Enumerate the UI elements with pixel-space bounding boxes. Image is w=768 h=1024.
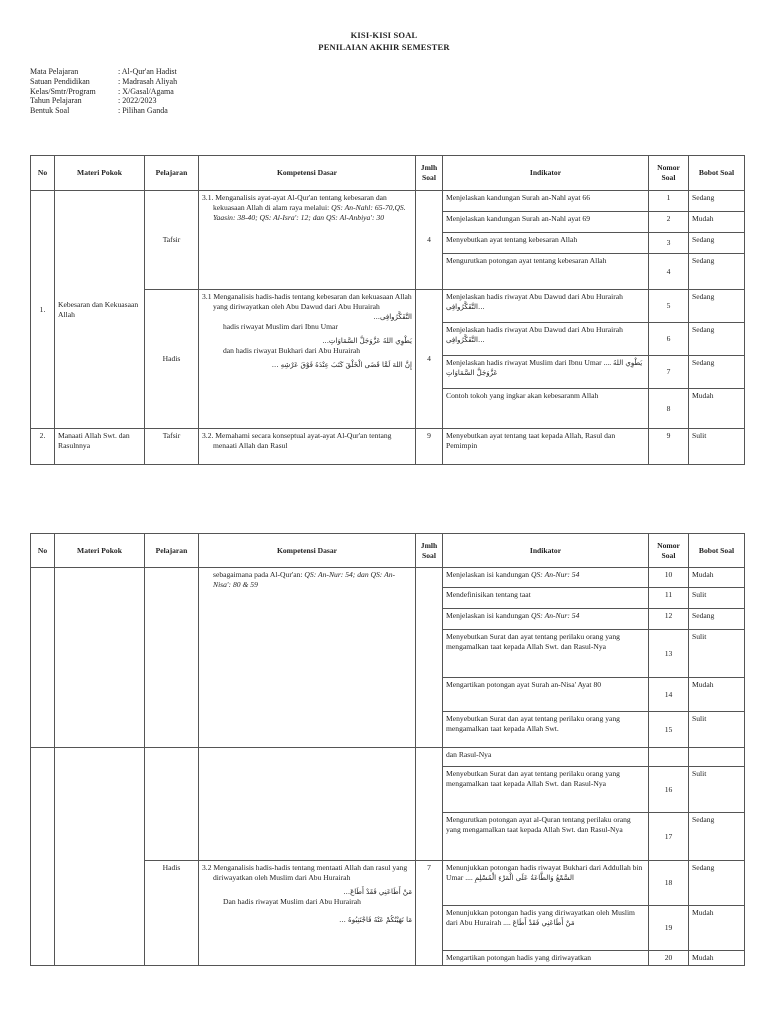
- kd-text: 3.1. Menganalisis ayat-ayat Al-Qur'an tentang kebesaran dan kekuasaan Allah di alam raya melalui:: [202, 193, 387, 212]
- nomor-soal: 11: [649, 588, 689, 609]
- bobot-soal: Sulit: [689, 630, 745, 678]
- jml-soal: [416, 748, 443, 861]
- meta-label: Tahun Pelajaran: [30, 96, 82, 106]
- materi-pokok: [55, 568, 145, 748]
- bobot-soal: Sedang: [689, 861, 745, 906]
- indikator-reference: QS: An-Nur: 54: [531, 611, 580, 620]
- kd-cell: [199, 748, 416, 861]
- bobot-soal: Sedang: [689, 254, 745, 290]
- jml-soal: 4: [416, 191, 443, 290]
- row-no: 2.: [31, 429, 55, 465]
- indikator-cell: Menyebutkan Surat dan ayat tentang perilaku orang yang mengamalkan taat kepada Allah Swt. dan Rasul-Nya: [443, 767, 649, 813]
- indikator-arabic: مَنْ أَطَاعَنِي فَقَدْ أَطَاعَ: [512, 919, 575, 927]
- pelajaran-cell: Tafsir: [145, 429, 199, 465]
- kd-text: Dan hadis riwayat Muslim dari Abu Hurairah: [223, 897, 361, 906]
- bobot-soal: Mudah: [689, 678, 745, 712]
- indikator-arabic: السَّمْعُ وَالطَّاعَةُ عَلَى الْمَرْءِ الْمُسْلِمِ: [474, 874, 574, 882]
- nomor-soal: 17: [649, 813, 689, 861]
- indikator-text: Menjelaskan isi kandungan: [446, 611, 530, 620]
- nomor-soal: 15: [649, 712, 689, 748]
- indikator-cell: [443, 323, 649, 356]
- indikator-cell: [443, 861, 649, 906]
- kd-arabic: يَطْوِي اللهُ عَزَّوَجَلَّ السَّمَاوَاتِ...: [322, 337, 412, 345]
- kd-cell: 3.2. Memahami secara konseptual ayat-ayat Al-Qur'an tentang menaati Allah dan Rasul: [199, 429, 416, 465]
- nomor-soal: 16: [649, 767, 689, 813]
- pelajaran-cell: [145, 568, 199, 748]
- indikator-text: Menunjukkan potongan hadis riwayat Bukhari dari Addullah bin Umar ....: [446, 863, 643, 882]
- bobot-soal: Mudah: [689, 951, 745, 966]
- bobot-soal: Sedang: [689, 609, 745, 630]
- meta-label: Mata Pelajaran: [30, 67, 79, 76]
- bobot-soal: Sedang: [689, 233, 745, 254]
- kd-arabic: إِنَّ اللهَ لَمَّا قَضَى الْخَلْقَ كَتَبَ عِنْدَهُ فَوْقَ عَرْشِهِ ...: [271, 361, 412, 369]
- nomor-soal: 9: [649, 429, 689, 465]
- indikator-cell: Menyebutkan Surat dan ayat tentang perilaku orang yang mengamalkan taat kepada Allah Swt. dan Rasul-Nya: [443, 630, 649, 678]
- bobot-soal: [689, 748, 745, 767]
- col-header-no: No: [31, 156, 55, 191]
- indikator-reference: QS: An-Nur: 54: [531, 570, 580, 579]
- row-no: [31, 748, 55, 966]
- meta-value: : 2022/2023: [118, 96, 157, 106]
- col-header-materi: Materi Pokok: [55, 534, 145, 568]
- meta-value: : Madrasah Aliyah: [118, 76, 178, 86]
- indikator-cell: Menyebutkan Surat dan ayat tentang perilaku orang yang mengamalkan taat kepada Allah Swt.: [443, 712, 649, 748]
- bobot-soal: Sedang: [689, 290, 745, 323]
- meta-label: Kelas/Smtr/Program: [30, 86, 96, 96]
- materi-pokok: [55, 748, 145, 966]
- bobot-soal: Mudah: [689, 906, 745, 951]
- col-header-jml: Jmlh Soal: [416, 534, 443, 568]
- bobot-soal: Sedang: [689, 191, 745, 212]
- nomor-soal: 5: [649, 290, 689, 323]
- kd-arabic: التَّفَكَّرُوافِى...: [373, 313, 412, 321]
- nomor-soal: [649, 748, 689, 767]
- meta-row: [30, 87, 177, 97]
- kd-arabic: مَا نَهَيْتُكُمْ عَنْهُ فَاجْتَنِبُوهُ ...: [339, 916, 412, 924]
- meta-label: Bentuk Soal: [30, 106, 70, 116]
- bobot-soal: Sedang: [689, 813, 745, 861]
- table-row: [31, 748, 745, 767]
- indikator-cell: [443, 906, 649, 951]
- col-header-pelajaran: Pelajaran: [145, 156, 199, 191]
- col-header-bobot: Bobot Soal: [689, 156, 745, 191]
- nomor-soal: 14: [649, 678, 689, 712]
- jml-soal: 9: [416, 429, 443, 465]
- indikator-text: Menunjukkan potongan hadis yang diriwayatkan oleh Muslim dari Abu Hurairah ....: [446, 908, 635, 927]
- pelajaran-cell: [145, 748, 199, 861]
- indikator-cell: dan Rasul-Nya: [443, 748, 649, 767]
- kd-cell: [199, 861, 416, 966]
- nomor-soal: 6: [649, 323, 689, 356]
- indikator-cell: Mengurutkan potongan ayat tentang kebesaran Allah: [443, 254, 649, 290]
- col-header-kd: Kompetensi Dasar: [199, 534, 416, 568]
- nomor-soal: 12: [649, 609, 689, 630]
- kd-text: hadis riwayat Muslim dari Ibnu Umar: [223, 322, 338, 331]
- indikator-text: Menjelaskan isi kandungan: [446, 570, 530, 579]
- indikator-text: Menjelaskan hadis riwayat Abu Dawud dari Abu Hurairah: [446, 325, 623, 334]
- jml-soal: 4: [416, 290, 443, 429]
- col-header-bobot: Bobot Soal: [689, 534, 745, 568]
- nomor-soal: 8: [649, 389, 689, 429]
- nomor-soal: 13: [649, 630, 689, 678]
- col-header-indikator: Indikator: [443, 534, 649, 568]
- kisi-kisi-table-1: [30, 155, 745, 465]
- nomor-soal: 19: [649, 906, 689, 951]
- bobot-soal: Sulit: [689, 712, 745, 748]
- indikator-cell: [443, 356, 649, 389]
- meta-row: [30, 77, 177, 87]
- row-no: [31, 568, 55, 748]
- kd-cell: [199, 290, 416, 429]
- nomor-soal: 10: [649, 568, 689, 588]
- table-row: [31, 568, 745, 588]
- col-header-nomor: Nomor Soal: [649, 534, 689, 568]
- indikator-cell: Menjelaskan kandungan Surah an-Nahl ayat 66: [443, 191, 649, 212]
- kd-reference: QS: An-Nur: 54; dan QS: An-Nisa': 80 & 59: [213, 570, 396, 589]
- meta-row: [30, 96, 177, 106]
- meta-value: : Al-Qur'an Hadist: [118, 67, 177, 76]
- table-row: [31, 429, 745, 465]
- indikator-text: Menjelaskan hadis riwayat Muslim dari Ibnu Umar ....: [446, 358, 612, 367]
- col-header-kd: Kompetensi Dasar: [199, 156, 416, 191]
- kd-text: dan hadis riwayat Bukhari dari Abu Hurairah: [223, 346, 361, 355]
- indikator-cell: [443, 568, 649, 588]
- bobot-soal: Sulit: [689, 429, 745, 465]
- bobot-soal: Mudah: [689, 389, 745, 429]
- kd-text: 3.2 Menganalisis hadis-hadis tentang mentaati Allah dan rasul yang diriwayatkan oleh Muslim dari Abu Hurairah: [202, 863, 408, 882]
- indikator-cell: [443, 290, 649, 323]
- document-meta: [30, 67, 177, 116]
- nomor-soal: 2: [649, 212, 689, 233]
- document-subtitle: PENILAIAN AKHIR SEMESTER: [318, 42, 450, 52]
- indikator-cell: Mendefinisikan tentang taat: [443, 588, 649, 609]
- indikator-cell: Mengurutkan potongan ayat al-Quran tentang perilaku orang yang mengamalkan taat kepada Allah Swt. dan Rasul-Nya: [443, 813, 649, 861]
- indikator-cell: Mengartikan potongan ayat Surah an-Nisa' Ayat 80: [443, 678, 649, 712]
- col-header-nomor: Nomor Soal: [649, 156, 689, 191]
- bobot-soal: Mudah: [689, 568, 745, 588]
- bobot-soal: Sulit: [689, 588, 745, 609]
- document-title: KISI-KISI SOAL: [350, 30, 418, 40]
- meta-value: : Pilihan Ganda: [118, 106, 168, 116]
- pelajaran-cell: Hadis: [145, 290, 199, 429]
- indikator-cell: Contoh tokoh yang ingkar akan kebesaranm Allah: [443, 389, 649, 429]
- indikator-arabic: التَّفَكَّرُوافِى...: [446, 336, 485, 344]
- table-header-row: [31, 156, 745, 191]
- bobot-soal: Sedang: [689, 323, 745, 356]
- jml-soal: [416, 568, 443, 748]
- kisi-kisi-table-2: [30, 533, 745, 966]
- table-row: [31, 191, 745, 212]
- indikator-text: Menjelaskan hadis riwayat Abu Dawud dari Abu Hurairah: [446, 292, 623, 301]
- col-header-pelajaran: Pelajaran: [145, 534, 199, 568]
- indikator-cell: Menjelaskan kandungan Surah an-Nahl ayat 69: [443, 212, 649, 233]
- table-header-row: [31, 534, 745, 568]
- kd-reference: QS: An-Nahl: 65-70,QS. Yaasin: 38-40; QS: Al-Isra': 12; dan QS: Al-Anbiya': 30: [213, 203, 406, 222]
- indikator-arabic: التَّفَكَّرُوافِى...: [446, 303, 485, 311]
- kd-text: sebagaimana pada Al-Qur'an:: [213, 570, 303, 579]
- meta-row: [30, 67, 177, 77]
- bobot-soal: Mudah: [689, 212, 745, 233]
- pelajaran-cell: Hadis: [145, 861, 199, 966]
- indikator-cell: Menyebutkan ayat tentang kebesaran Allah: [443, 233, 649, 254]
- nomor-soal: 1: [649, 191, 689, 212]
- col-header-jml: Jmlh Soal: [416, 156, 443, 191]
- indikator-cell: Menyebutkan ayat tentang taat kepada Allah, Rasul dan Pemimpin: [443, 429, 649, 465]
- col-header-no: No: [31, 534, 55, 568]
- pelajaran-cell: Tafsir: [145, 191, 199, 290]
- materi-pokok: Manaati Allah Swt. dan Rasulnnya: [55, 429, 145, 465]
- materi-pokok: Kebesaran dan Kekuasaan Allah: [55, 191, 145, 429]
- nomor-soal: 4: [649, 254, 689, 290]
- nomor-soal: 20: [649, 951, 689, 966]
- kd-arabic: مَنْ أَطَاعَنِي فَقَدْ أَطَاعَ...: [343, 888, 412, 896]
- meta-value: : X/Gasal/Agama: [118, 86, 174, 96]
- bobot-soal: Sedang: [689, 356, 745, 389]
- indikator-arabic: يَطْوِي اللهُ عَزَّوَجَلَّ السَّمَاوَاتِ: [446, 359, 643, 377]
- meta-label: Satuan Pendidikan: [30, 76, 90, 86]
- col-header-materi: Materi Pokok: [55, 156, 145, 191]
- indikator-cell: [443, 609, 649, 630]
- kd-text: 3.1 Menganalisis hadis-hadis tentang kebesaran dan kekuasaan Allah yang diriwayatkan oleh Abu Dawud dari Abu Hurairah: [202, 292, 412, 311]
- nomor-soal: 18: [649, 861, 689, 906]
- kd-cell: [199, 191, 416, 290]
- jml-soal: 7: [416, 861, 443, 966]
- kd-cell: [199, 568, 416, 748]
- meta-row: [30, 106, 177, 116]
- nomor-soal: 3: [649, 233, 689, 254]
- row-no: 1.: [31, 191, 55, 429]
- nomor-soal: 7: [649, 356, 689, 389]
- indikator-cell: Mengartikan potongan hadis yang diriwayatkan: [443, 951, 649, 966]
- col-header-indikator: Indikator: [443, 156, 649, 191]
- bobot-soal: Sulit: [689, 767, 745, 813]
